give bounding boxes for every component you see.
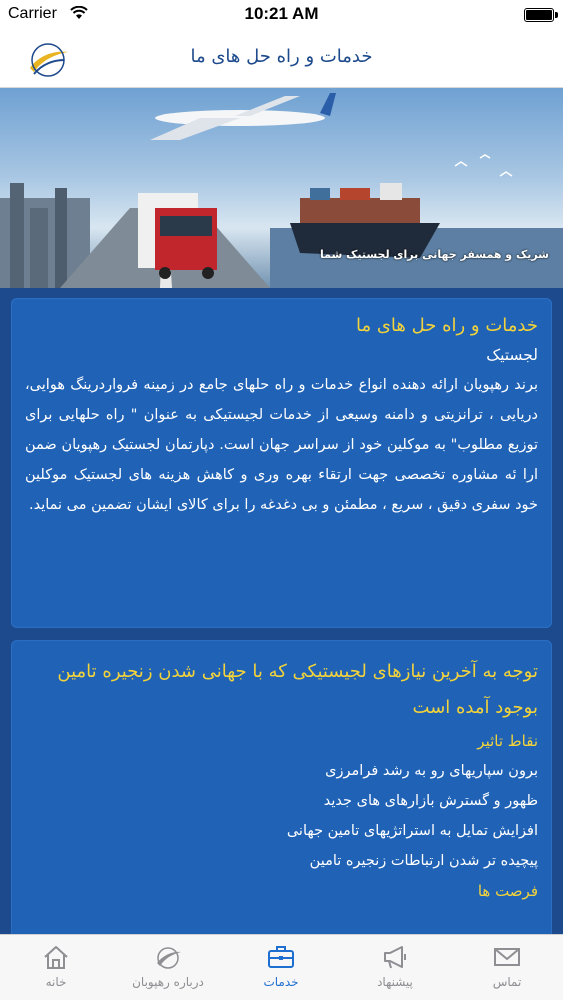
services-card	[11, 298, 552, 628]
tab-label: خانه	[45, 975, 67, 989]
hero-banner	[0, 88, 563, 288]
logo-icon	[153, 943, 183, 971]
clock: 10:21 AM	[244, 4, 319, 23]
tab-bar	[0, 934, 563, 1000]
list-item: افزایش تمایل به استراتژیهای تامین جهانی	[286, 823, 538, 839]
list-item: پیچیده تر شدن ارتباطات زنجیره تامین	[309, 853, 538, 869]
card-subtitle: لجستیک	[486, 346, 538, 364]
tab-label: درباره رهپوبان	[132, 975, 204, 989]
tab-contact[interactable]	[451, 935, 563, 1000]
mail-icon	[492, 943, 522, 971]
status-bar	[0, 0, 563, 30]
tab-suggestion[interactable]	[339, 935, 451, 1000]
tab-about[interactable]	[112, 935, 224, 1000]
nav-bar	[0, 30, 563, 88]
card-heading: خدمات و راه حل های ما	[355, 315, 538, 336]
content-scroll[interactable]	[0, 288, 563, 934]
list-item: ظهور و گسترش بازارهای های جدید	[323, 793, 538, 809]
banner-tagline: شریک و همسفر جهانی برای لجستیک شما	[319, 248, 549, 261]
page-title: خدمات و راه حل های ما	[190, 46, 373, 67]
megaphone-icon	[380, 943, 410, 971]
supply-chain-card	[11, 640, 552, 934]
tab-label: خدمات	[263, 975, 299, 989]
opportunities-title: فرصت ها	[477, 882, 538, 900]
tab-home[interactable]	[0, 935, 112, 1000]
tab-services[interactable]	[225, 935, 337, 1000]
tab-label: تماس	[492, 975, 522, 989]
card-body: برند رهپویان ارائه دهنده انواع خدمات و راه حلهای جامع در زمینه فرواردرینگ هوایی، دریایی ، ترانزیتی و دامنه وسیعی از خدمات لجیستیکی به عنوان " راه حلهایی برای توزیع مطلوب" به موکلین خود از سراسر جهان است. دپارتمان لجستیک رهپویان ضمن ارا ئه مشاوره تخصصی جهت ارتقاء بهره وری و کاهش هزینه های لجستیک موکلین خود سفری دقیق ، سریع ، مطمئن و بی دغدغه را برای کالای ایشان تضمین می نماید.	[25, 377, 538, 513]
tab-label: پیشنهاد	[377, 975, 413, 989]
carrier-label: Carrier	[8, 5, 57, 22]
list-item: برون سپاریهای رو به رشد فرامرزی	[325, 763, 538, 779]
impact-title: نقاط تاثیر	[477, 732, 538, 750]
home-icon	[41, 943, 71, 971]
card-heading: توجه به آخرین نیازهای لجیستیکی که با جهانی شدن زنجیره تامین بوجود آمده است	[57, 661, 538, 718]
briefcase-icon	[266, 943, 296, 971]
battery-icon	[524, 8, 554, 22]
